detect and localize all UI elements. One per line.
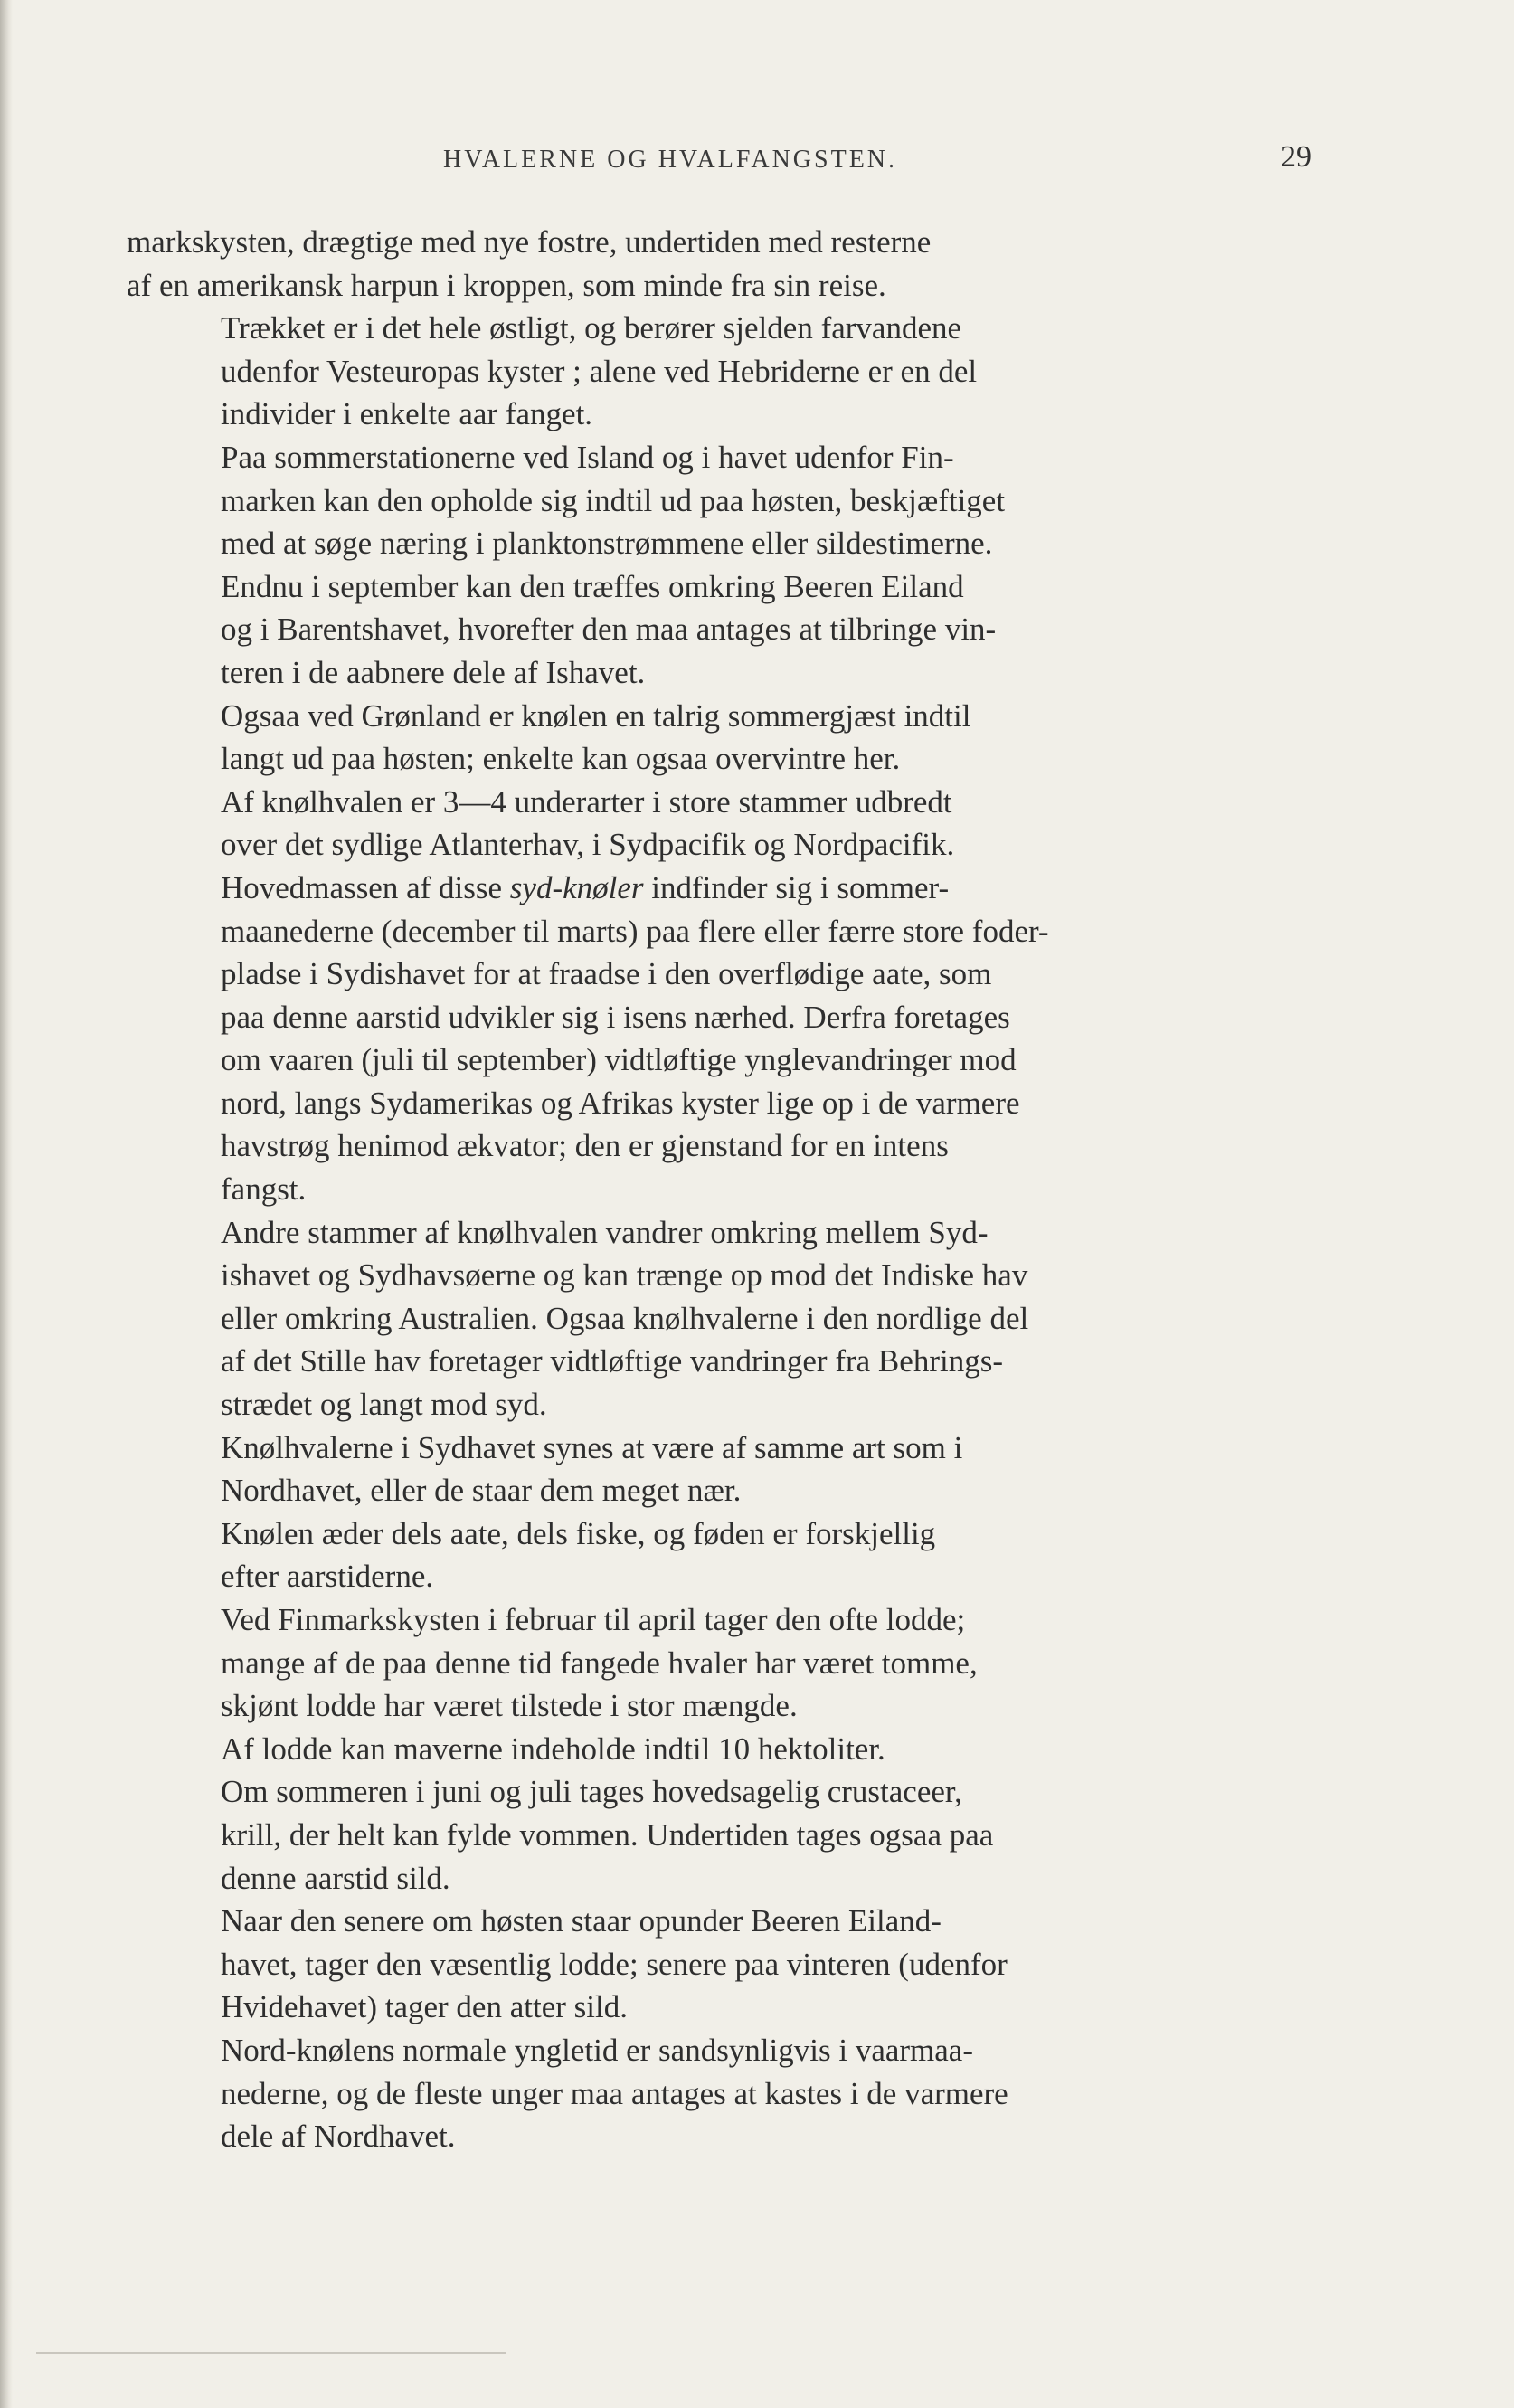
paragraph-10 — [127, 1512, 1311, 1598]
text-line: maanederne (december til marts) paa flere eller færre store foder- — [221, 913, 1049, 949]
text-line: Af lodde kan maverne indeholde indtil 10 hektoliter. — [221, 1730, 885, 1767]
text-line: skjønt lodde har været tilstede i stor mængde. — [221, 1688, 798, 1724]
text-line: fangst. — [221, 1171, 307, 1208]
italic-term: syd-knøler — [509, 869, 644, 905]
text-line — [127, 867, 1311, 910]
paragraph-7 — [127, 867, 1311, 1211]
paragraph-9 — [127, 1427, 1311, 1512]
text-line: ishavet og Sydhavsøerne og kan trænge op mod det Indiske hav — [221, 1257, 1028, 1294]
text-line: med at søge næring i planktonstrømmene eller sildestimerne. — [221, 526, 993, 562]
paragraph-1 — [127, 221, 1311, 307]
text-line: Ogsaa ved Grønland er knølen en talrig sommergjæst indtil — [221, 697, 971, 734]
paragraph-4 — [127, 565, 1311, 695]
text-line: Ved Finmarkskysten i februar til april tager den ofte lodde; — [221, 1602, 966, 1637]
text-line: havstrøg henimod ækvator; den er gjenstand for en intens — [221, 1128, 949, 1164]
paragraph-6 — [127, 781, 1311, 867]
text-line: mange af de paa denne tid fangede hvaler har været tomme, — [221, 1645, 978, 1681]
text-line: Andre stammer af knølhvalen vandrer omkring mellem Syd- — [221, 1214, 989, 1250]
text-line: Hvidehavet) tager den atter sild. — [221, 1989, 628, 2025]
text-line: Nordhavet, eller de staar dem meget nær. — [221, 1473, 742, 1509]
text-line: over det sydlige Atlanterhav, i Sydpacifik og Nordpacifik. — [221, 827, 955, 863]
text-body — [127, 221, 1311, 2158]
text-line: teren i de aabnere dele af Ishavet. — [221, 654, 646, 690]
text-line: Nord-knølens normale yngletid er sandsynligvis i vaarmaa- — [221, 2032, 974, 2068]
text-line: paa denne aarstid udvikler sig i isens nærhed. Derfra foretages — [221, 999, 1010, 1035]
text-line: individer i enkelte aar fanget. — [221, 396, 593, 432]
bottom-rule — [36, 2352, 506, 2354]
text-line: Om sommeren i juni og juli tages hovedsagelig crustaceer, — [221, 1774, 962, 1810]
paragraph-8 — [127, 1211, 1311, 1427]
text-line: Knølhvalerne i Sydhavet synes at være af samme art som i — [221, 1429, 963, 1465]
text-segment: indfinder sig i sommer- — [643, 869, 950, 905]
text-line: nord, langs Sydamerikas og Afrikas kyster lige op i de varmere — [221, 1085, 1020, 1121]
text-line: Endnu i september kan den træffes omkring Beeren Eiland — [221, 568, 964, 604]
running-head: HVALERNE OG HVALFANGSTEN. — [443, 146, 898, 174]
text-line: Af knølhvalen er 3—4 underarter i store stammer udbredt — [221, 783, 952, 820]
text-line: pladse i Sydishavet for at fraadse i den overflødige aate, som — [221, 956, 992, 992]
text-line: om vaaren (juli til september) vidtløftige ynglevandringer mod — [221, 1042, 1017, 1078]
paragraph-13 — [127, 1770, 1311, 1900]
text-line: efter aarstiderne. — [221, 1559, 434, 1595]
text-line: marken kan den opholde sig indtil ud paa høsten, beskjæftiget — [221, 482, 1006, 518]
text-line: markskysten, drægtige med nye fostre, undertiden med resterne — [127, 224, 932, 260]
text-line: Paa sommerstationerne ved Island og i havet udenfor Fin- — [221, 439, 954, 475]
paragraph-12 — [127, 1728, 1311, 1771]
paragraph-11 — [127, 1598, 1311, 1728]
page-edge — [0, 0, 13, 2408]
text-line: Trækket er i det hele østligt, og berører sjelden farvandene — [221, 310, 962, 346]
text-line: krill, der helt kan fylde vommen. Undertiden tages ogsaa paa — [221, 1816, 994, 1853]
text-line: nederne, og de fleste unger maa antages at kastes i de varmere — [221, 2075, 1008, 2111]
text-line: dele af Nordhavet. — [221, 2119, 456, 2155]
paragraph-15 — [127, 2029, 1311, 2158]
text-segment: Hovedmassen af disse — [221, 869, 510, 905]
paragraph-3 — [127, 436, 1311, 565]
text-line: Knølen æder dels aate, dels fiske, og føden er forskjellig — [221, 1515, 936, 1551]
text-line: af en amerikansk harpun i kroppen, som minde fra sin reise. — [127, 267, 886, 303]
text-line: havet, tager den væsentlig lodde; senere paa vinteren (udenfor — [221, 1946, 1008, 1982]
text-line: langt ud paa høsten; enkelte kan ogsaa overvintre her. — [221, 741, 901, 777]
page-header — [127, 140, 1311, 185]
paragraph-14 — [127, 1900, 1311, 2029]
paragraph-5 — [127, 695, 1311, 781]
text-line: udenfor Vesteuropas kyster ; alene ved Hebriderne er en del — [221, 353, 978, 389]
text-line: og i Barentshavet, hvorefter den maa antages at tilbringe vin- — [221, 611, 997, 648]
text-line: eller omkring Australien. Ogsaa knølhvalerne i den nordlige del — [221, 1300, 1029, 1336]
text-line: denne aarstid sild. — [221, 1860, 450, 1896]
page-number: 29 — [1281, 140, 1311, 174]
text-line: strædet og langt mod syd. — [221, 1387, 547, 1423]
text-line: Naar den senere om høsten staar opunder Beeren Eiland- — [221, 1903, 942, 1939]
text-line: af det Stille hav foretager vidtløftige vandringer fra Behrings- — [221, 1343, 1003, 1379]
paragraph-2 — [127, 307, 1311, 436]
